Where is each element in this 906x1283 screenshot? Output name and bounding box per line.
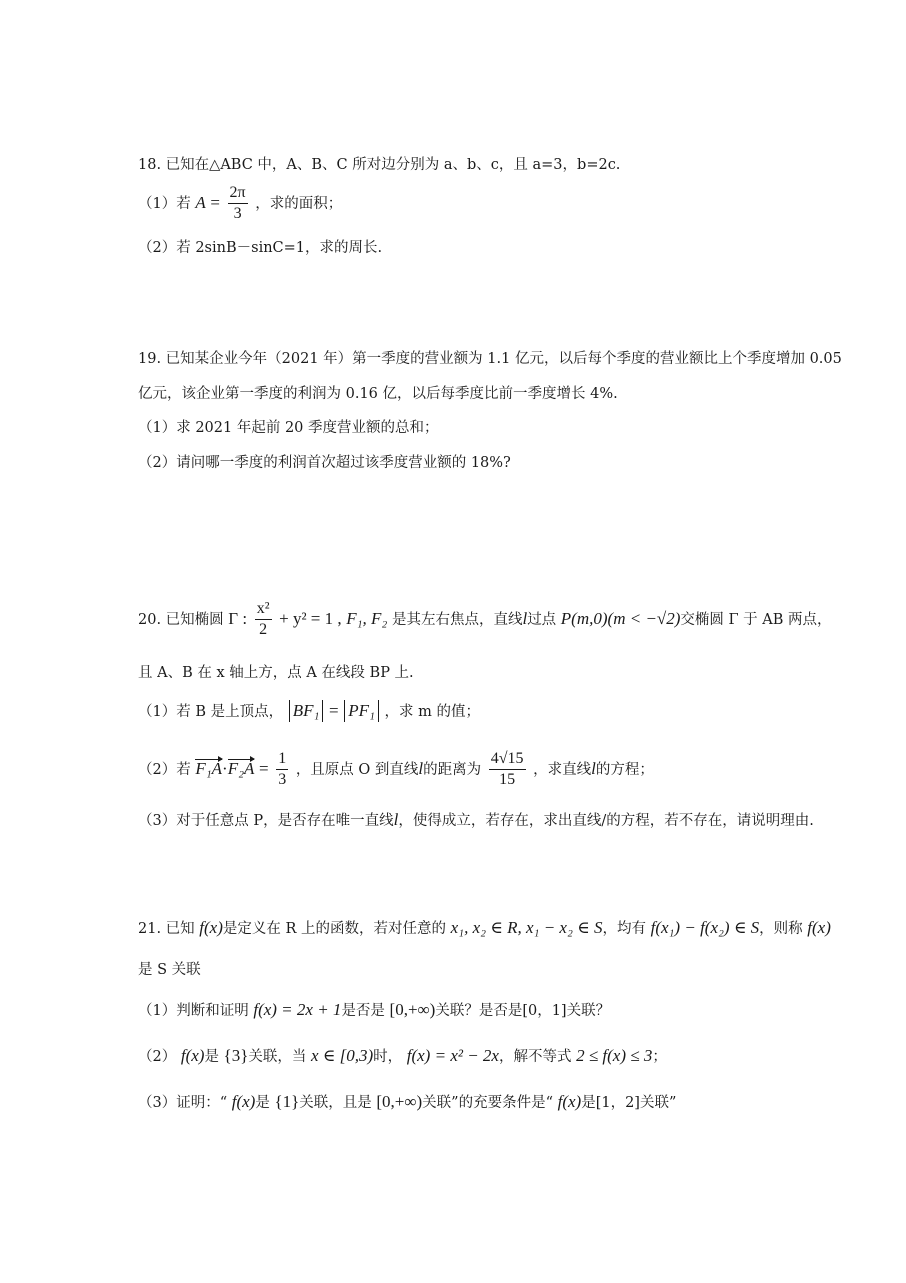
- q20-line-l-2: l: [418, 758, 424, 778]
- q21-part1-prefix: （1）判断和证明: [138, 1003, 249, 1019]
- q20-line1: [138, 600, 832, 640]
- q20-part2: [138, 750, 654, 790]
- q21-part3-mid2: 关联，且是: [299, 1095, 372, 1111]
- q20-suffix: 交椭圆 Γ 于 AB 两点，: [680, 611, 832, 628]
- q21-part3-f2: f(x): [557, 1092, 582, 1111]
- q20-part3-suffix: ，使得成立，若存在，求出直线/的方程，若不存在，请说明理由.: [398, 813, 814, 829]
- q18-part2: （2）若 2sinB－sinC=1，求的周长.: [138, 240, 383, 256]
- q20-part2-mid2: 的距离为: [423, 761, 482, 778]
- q21-part2-mid: 是: [204, 1049, 219, 1065]
- q20-fraction-one-third: [276, 750, 288, 790]
- q20-part2-equals: =: [259, 758, 269, 778]
- q20-line-l-4: l: [393, 810, 399, 829]
- q20-abs-pf1: PF₁: [344, 700, 379, 722]
- q21-part1-function: f(x) = 2x + 1: [253, 1000, 342, 1019]
- q21-part3-mid: 是: [255, 1095, 270, 1111]
- q20-part3-prefix: （3）对于任意点 P，是否存在唯一直线: [138, 813, 394, 829]
- q21-line1: [138, 918, 831, 938]
- q21-part1-mid: 是否是: [341, 1003, 385, 1019]
- q21-part2-set: {3}: [223, 1046, 249, 1065]
- q21-part3: [138, 1092, 676, 1112]
- q20-part2-mid3: ，求直线: [533, 761, 592, 778]
- q18-var-a: A: [195, 192, 206, 212]
- q20-frac1-denominator: 3: [278, 771, 287, 789]
- q19-line2: 亿元，该企业第一季度的利润为 0.16 亿，以后每季度比前一季度增长 4%.: [138, 386, 618, 402]
- q21-part2-mid3: 时，: [373, 1049, 403, 1065]
- q21-part2-suffix: ；: [652, 1049, 667, 1065]
- q21-part1-suffix: 关联？是否是[0，1]关联？: [435, 1003, 611, 1019]
- q21-part2-mid2: 关联，当: [248, 1049, 307, 1065]
- q21-part3-set1: {1}: [274, 1092, 300, 1111]
- q21-prefix: 21. 已知: [138, 921, 195, 937]
- q18-part1-suffix: ，求的面积；: [255, 195, 343, 212]
- q20-abs-bf1: BF₁: [289, 700, 324, 722]
- q19-part2: （2）请问哪一季度的利润首次超过该季度营业额的 18%?: [138, 455, 511, 471]
- q20-fraction-distance: [489, 750, 526, 790]
- q21-part2: [138, 1046, 667, 1066]
- q20-part2-suffix: 的方程；: [595, 761, 654, 778]
- q20-mid: 是其左右焦点，直线: [391, 611, 523, 628]
- q20-vector-f1a: F₁A: [195, 758, 223, 778]
- q20-frac2-denominator: 15: [499, 771, 516, 789]
- q21-part3-prefix: （3）证明：“: [138, 1095, 228, 1111]
- q20-equation-rest: + y² = 1 ,: [279, 608, 342, 628]
- q18-part1-prefix: （1）若: [138, 195, 191, 212]
- q20-part1: [138, 700, 480, 722]
- q20-foci: F₁, F₂: [346, 608, 388, 628]
- q20-point-p: P(m,0)(m < −√2): [560, 608, 681, 628]
- q21-part2-inequality: 2 ≤ f(x) ≤ 3: [576, 1046, 653, 1065]
- q21-part2-function: f(x) = x² − 2x: [406, 1046, 499, 1065]
- q19-line1: 19. 已知某企业今年（2021 年）第一季度的营业额为 1.1 亿元，以后每个季度的营业额比上个季度增加 0.05: [138, 351, 842, 367]
- q21-condition2: f(x₁) − f(x₂) ∈ S: [650, 918, 760, 937]
- q20-mid2: 过点: [527, 611, 557, 628]
- q18-part1: [138, 184, 342, 224]
- q20-part2-prefix: （2）若: [138, 761, 191, 778]
- q20-prefix: 20. 已知椭圆: [138, 611, 224, 628]
- q21-part3-mid3: 关联”的充要条件是“: [422, 1095, 553, 1111]
- q21-part3-suffix: 是[1，2]关联”: [581, 1095, 677, 1111]
- q21-part3-f1: f(x): [231, 1092, 256, 1111]
- q20-frac1-numerator: 1: [276, 750, 288, 770]
- q18-frac-denominator: 3: [233, 205, 242, 223]
- q21-line2: 是 S 关联: [138, 962, 201, 978]
- q21-part2-mid4: ，解不等式: [498, 1049, 572, 1065]
- q21-mid2: ，均有: [602, 921, 646, 937]
- q20-gamma: Γ :: [228, 608, 248, 628]
- q20-abs-equals: =: [329, 701, 339, 720]
- q20-part3: [138, 810, 814, 830]
- q21-part1-set: [0,+∞): [389, 1000, 436, 1019]
- q20-line-l-3: l: [591, 758, 596, 778]
- q20-vector-f2a: F₂A: [227, 758, 255, 778]
- q20-frac-denominator: 2: [259, 621, 268, 639]
- q21-f1: f(x): [199, 918, 223, 937]
- q21-mid3: ，则称: [759, 921, 803, 937]
- q20-part1-prefix: （1）若 B 是上顶点，: [138, 704, 284, 720]
- q19-part1: （1）求 2021 年起前 20 季度营业额的总和；: [138, 420, 439, 436]
- q21-mid: 是定义在 R 上的函数，若对任意的: [222, 921, 447, 937]
- q20-dot: ·: [222, 758, 228, 778]
- q18-fraction: [228, 184, 248, 224]
- q18-equals: =: [210, 192, 220, 212]
- q21-f2: f(x): [807, 918, 831, 937]
- q21-part2-domain: x ∈ [0,3): [310, 1046, 374, 1065]
- q20-line2: 且 A、B 在 x 轴上方，点 A 在线段 BP 上.: [138, 665, 414, 681]
- q20-line-l: l: [522, 608, 528, 628]
- q21-part2-prefix: （2）: [138, 1049, 177, 1065]
- q20-ellipse-fraction: [255, 600, 272, 640]
- q20-part2-mid: ，且原点 O 到直线: [295, 761, 419, 778]
- q18-frac-numerator: 2π: [228, 184, 248, 204]
- q20-frac2-numerator: 4√15: [489, 750, 526, 770]
- q21-condition: x₁, x₂ ∈ R, x₁ − x₂ ∈ S: [450, 918, 603, 937]
- q20-part1-suffix: ，求 m 的值；: [384, 704, 480, 720]
- q21-part2-f: f(x): [180, 1046, 205, 1065]
- q20-frac-numerator: x²: [255, 600, 272, 620]
- q21-part1: [138, 1000, 610, 1020]
- q21-part3-set2: [0,+∞): [376, 1092, 423, 1111]
- q18-title: 18. 已知在△ABC 中，A、B、C 所对边分别为 a、b、c，且 a=3，b=2c.: [138, 157, 621, 173]
